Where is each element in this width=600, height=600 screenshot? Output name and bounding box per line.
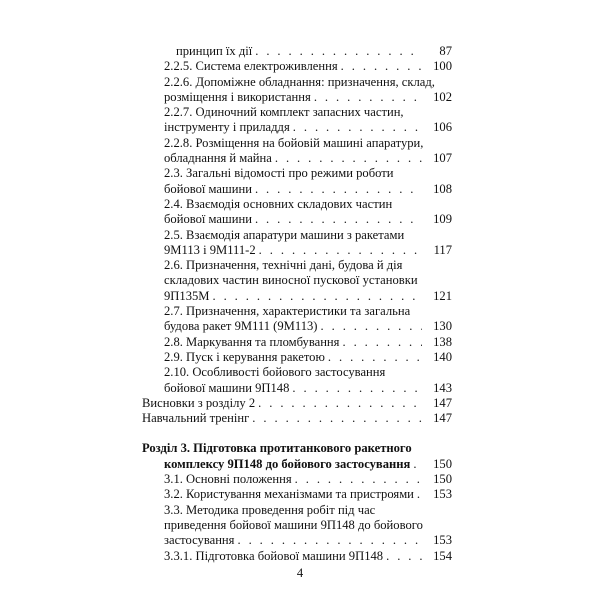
toc-page-number: 130 (433, 319, 452, 334)
toc-page-number: 108 (433, 181, 452, 196)
toc-entry-line (142, 105, 452, 120)
toc-entry-text: 2.9. Пуск і керування ракетою (164, 349, 325, 364)
toc-entry-text: бойової машини (164, 212, 252, 227)
toc-entry-line (142, 151, 452, 166)
dot-leader (338, 59, 422, 74)
toc-page-number: 153 (433, 487, 452, 502)
toc-entry-text: 3.1. Основні положення (164, 472, 292, 487)
toc-page-number: 87 (439, 44, 452, 58)
toc-entry-line (142, 350, 452, 365)
toc-entry-line (142, 533, 452, 548)
dot-leader (256, 243, 422, 258)
chapter-heading-text: комплексу 9П148 до бойового застосування (164, 456, 411, 471)
toc-page-number: 117 (433, 242, 452, 257)
toc-entry-text: будова ракет 9М111 (9М113) (164, 319, 318, 334)
toc-entry-text: 2.7. Призначення, характеристики та загальна (164, 304, 411, 319)
toc-entry-text: 2.2.7. Одиночний комплект запасних частин, (164, 105, 404, 120)
toc-entry-line (142, 549, 452, 564)
toc-entry-line (142, 166, 452, 181)
dot-leader (289, 381, 422, 396)
chapter-3-heading (142, 441, 452, 472)
toc-entry-text: розміщення і використання (164, 89, 311, 104)
toc-entry-line (142, 90, 452, 105)
toc-entry-text: приведення бойової машини 9П148 до бойового (164, 517, 423, 532)
toc-entry (142, 365, 452, 396)
toc-entry (142, 304, 452, 335)
toc-entry-text: 2.3. Загальні відомості про режими роботи (164, 166, 394, 181)
toc-entry (142, 350, 452, 365)
dot-leader (249, 411, 422, 426)
toc-entry-line (142, 411, 452, 426)
dot-leader (383, 549, 422, 564)
toc-entry-line (142, 381, 452, 396)
toc-page-number: 147 (433, 411, 452, 426)
toc-entry (142, 166, 452, 197)
toc-page-number: 102 (433, 89, 452, 104)
toc-entry-line (142, 289, 452, 304)
toc-page-number: 106 (433, 120, 452, 135)
toc-entry (142, 472, 452, 487)
toc-page-number: 140 (433, 349, 452, 364)
toc-entry-text: 2.10. Особливості бойового застосування (164, 365, 386, 380)
toc-entry-line (142, 365, 452, 380)
toc-entry-text: 3.3.1. Підготовка бойової машини 9П148 (164, 548, 384, 563)
toc-entry (142, 59, 452, 74)
toc-page-number: 107 (433, 151, 452, 166)
toc-page-number: 150 (433, 456, 452, 471)
toc-entry (142, 411, 452, 426)
toc-entry (142, 228, 452, 259)
toc-entry-text: 2.8. Маркування та пломбування (164, 334, 340, 349)
toc-page-number: 100 (433, 59, 452, 74)
toc-entry-line (142, 258, 452, 273)
toc-entry-text: Висновки з розділу 2 (142, 395, 256, 410)
toc-entry-text: обладнання й майна (164, 151, 272, 166)
toc-entry-text: 2.2.8. Розміщення на бойовій машині апаратури, (164, 135, 424, 150)
dot-leader (252, 182, 422, 197)
dot-leader (325, 350, 422, 365)
chapter-heading-line (142, 441, 452, 456)
page-number: 4 (296, 566, 304, 580)
toc-page-number: 121 (433, 288, 452, 303)
toc-entry-text: принцип їх дії (176, 44, 253, 58)
toc-entry-line (142, 59, 452, 74)
toc-entry-text: 3.2. Користування механізмами та пристроями (164, 487, 414, 502)
toc-entry-line (142, 396, 452, 411)
toc-entry (142, 396, 452, 411)
toc-page-number: 150 (433, 472, 452, 487)
toc-entry-text: бойової машини (164, 181, 252, 196)
toc-entry-text: 2.4. Взаємодія основних складових частин (164, 196, 393, 211)
toc-entry-line (142, 319, 452, 334)
dot-leader (414, 487, 422, 502)
toc-page-number: 143 (433, 380, 452, 395)
toc-page-number: 147 (433, 395, 452, 410)
toc-entry (142, 549, 452, 564)
toc-entry-line (142, 212, 452, 227)
toc-entry (142, 75, 452, 106)
toc-entry-line (142, 487, 452, 502)
toc-entry-line (142, 243, 452, 258)
dot-leader (318, 319, 423, 334)
dot-leader (255, 396, 422, 411)
toc-page-number: 153 (433, 533, 452, 548)
dot-leader (410, 457, 422, 472)
toc-entry-line (142, 120, 452, 135)
toc-entry-line (142, 136, 452, 151)
toc-entry (142, 105, 452, 136)
toc-entry-text: інструменту і приладдя (164, 120, 290, 135)
dot-leader (311, 90, 422, 105)
toc-entry-line (142, 273, 452, 288)
table-of-contents (142, 44, 452, 564)
toc-entry-text: 2.2.5. Система електроживлення (164, 59, 338, 74)
toc-entry-text: 2.2.6. Допоміжне обладнання: призначення, склад, (164, 74, 435, 89)
toc-page-number: 138 (433, 334, 452, 349)
dot-leader (292, 472, 422, 487)
dot-leader (209, 289, 422, 304)
toc-entry (142, 258, 452, 304)
toc-entry-line (142, 182, 452, 197)
toc-entry-text: 3.3. Методика проведення робіт під час (164, 502, 376, 517)
toc-entry (142, 503, 452, 549)
toc-entry-text: 9П135М (164, 288, 210, 303)
toc-entry-line (142, 75, 452, 90)
toc-entry (142, 44, 452, 59)
toc-page-number: 154 (433, 548, 452, 563)
toc-entry-line (142, 44, 452, 59)
toc-page-number: 109 (433, 212, 452, 227)
toc-entry-line (142, 503, 452, 518)
dot-leader (290, 120, 422, 135)
toc-entry-text: Навчальний тренінг (142, 411, 250, 426)
toc-entry-text: бойової машини 9П148 (164, 380, 290, 395)
chapter-heading-text: Розділ 3. Підготовка протитанкового ракетного (142, 441, 412, 456)
dot-leader (252, 44, 422, 59)
toc-entry-text: 2.5. Взаємодія апаратури машини з ракетами (164, 227, 405, 242)
toc-entry (142, 197, 452, 228)
toc-entry-line (142, 304, 452, 319)
toc-entry-line (142, 228, 452, 243)
toc-entry-line (142, 335, 452, 350)
chapter-heading-line (142, 457, 452, 472)
toc-entry-line (142, 518, 452, 533)
dot-leader (252, 212, 422, 227)
toc-entry (142, 136, 452, 167)
toc-entry-text: 2.6. Призначення, технічні дані, будова й дія (164, 258, 403, 273)
toc-entry (142, 335, 452, 350)
dot-leader (272, 151, 422, 166)
toc-entry-text: застосування (164, 533, 235, 548)
toc-entry-line (142, 197, 452, 212)
toc-entry (142, 487, 452, 502)
toc-entry-text: 9М113 і 9М111-2 (164, 242, 256, 257)
toc-entry-line (142, 472, 452, 487)
dot-leader (339, 335, 422, 350)
dot-leader (234, 533, 422, 548)
toc-entry-text: складових частин виносної пускової установки (164, 273, 418, 288)
